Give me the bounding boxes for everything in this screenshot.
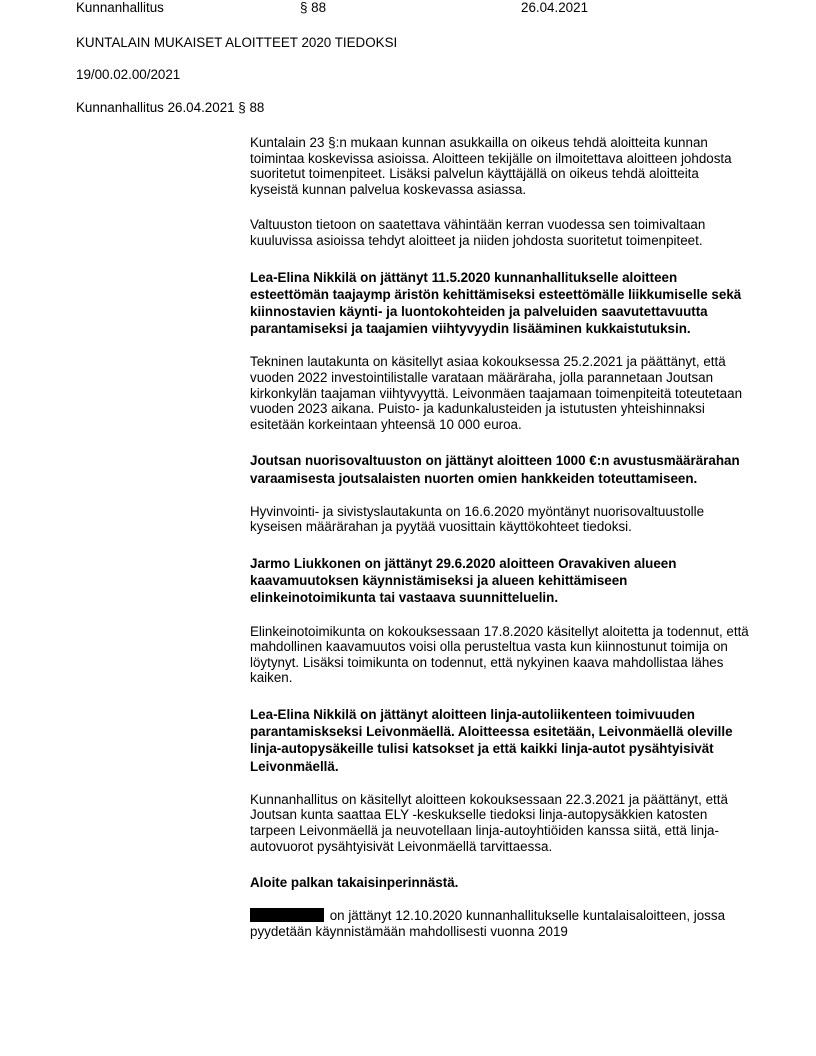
paragraph-redacted [250,908,750,939]
paragraph: Kunnanhallitus on käsitellyt aloitteen kokouksessaan 22.3.2021 ja päättänyt, että Joutsan kunta saattaa ELY -keskukselle tiedoksi linja-autopysäkkien katosten tarpeen Leivonmäellä ja neuvotellaan linja-autoyhtiöiden kanssa siitä, että linja-autovuorot pysähtyisivät Leivonmäellä tarvittaessa. [250,791,728,854]
meeting-reference: Kunnanhallitus 26.04.2021 § 88 [76,100,265,115]
header-organ: Kunnanhallitus [76,0,164,15]
initiative-heading: Jarmo Liukkonen on jättänyt 29.6.2020 aloitteen Oravakiven alueen kaavamuutoksen käynnistämiseksi ja alueen kehittämiseen elinkeinotoimikunta tai vastaava suunnitteluelin. [250,555,677,606]
case-number: 19/00.02.00/2021 [76,67,181,82]
header-section: § 88 [300,0,327,15]
paragraph: Hyvinvointi- ja sivistyslautakunta on 16.6.2020 myöntänyt nuorisovaltuustolle kyseisen määrärahan ja pyytää vuosittain käyttökohteet tiedoksi. [250,503,705,535]
initiative-heading: Aloite palkan takaisinperinnästä. [250,875,459,891]
paragraph: Kuntalain 23 §:n mukaan kunnan asukkailla on oikeus tehdä aloitteita kunnan toimintaa koskevissa asioissa. Aloitteen tekijälle on ilmoitettava aloitteen johdosta suoritetut toimenpiteet. Lisäksi palvelun käyttäjällä on oikeus tehdä aloitteita kyseistä kunnan palvelua koskevassa asiassa. [250,135,732,197]
initiative-heading: Lea-Elina Nikkilä on jättänyt 11.5.2020 kunnanhallitukselle aloitteen esteettömän taajaymp äristön kehittämiseksi esteettömälle liikkumiselle sekä kiinnostavien käynti- ja luontokohteiden ja palveluiden saavutettavuutta parantamiseksi ja taajamien viihtyvyydin lisääminen kukkaistutuksin. [250,269,742,337]
document-body [250,135,750,940]
paragraph: Tekninen lautakunta on käsitellyt asiaa kokouksessa 25.2.2021 ja päättänyt, että vuoden 2022 investointilistalle varataan määräraha, jolla parannetaan Joutsan kirkonkylän taajaman viihtyvyyttä. Leivonmäen taajamaan toimenpiteitä toteutetaan vuoden 2023 aikana. Puisto- ja kadunkalusteiden ja istutusten yhteishinnaksi esitetään korkeintaan yhteensä 10 000 euroa. [250,354,743,432]
paragraph-text: on jättänyt 12.10.2020 kunnanhallitukselle kuntalaisaloitteen, jossa pyydetään käynnistämään mahdollisesti vuonna 2019 [250,908,726,939]
document-title: KUNTALAIN MUKAISET ALOITTEET 2020 TIEDOKSI [76,35,398,50]
paragraph: Elinkeinotoimikunta on kokouksessaan 17.8.2020 käsitellyt aloitetta ja todennut, että mahdollinen kaavamuutos voisi olla perusteltua vasta kun kiinnostunut toimija on löytynyt. Lisäksi toimikunta on todennut, että nykyinen kaava mahdollistaa lähes kaiken. [250,623,749,686]
redaction-block [250,908,324,922]
paragraph: Valtuuston tietoon on saatettava vähintään kerran vuodessa sen toimivaltaan kuuluvissa asioissa tehdyt aloitteet ja niiden johdosta suoritetut toimenpiteet. [250,217,706,248]
header-date: 26.04.2021 [521,0,589,15]
initiative-heading: Joutsan nuorisovaltuuston on jättänyt aloitteen 1000 €:n avustusmäärärahan varaamisesta joutsalaisten nuorten omien hankkeiden toteuttamiseen. [250,453,740,486]
initiative-heading: Lea-Elina Nikkilä on jättänyt aloitteen linja-autoliikenteen toimivuuden parantamiskseksi Leivonmäellä. Aloitteessa esitetään, Leivonmäellä oleville linja-autopysäkeille tulisi katsokset ja että kaikki linja-autot pysähtyisivät Leivonmäellä. [250,706,733,774]
